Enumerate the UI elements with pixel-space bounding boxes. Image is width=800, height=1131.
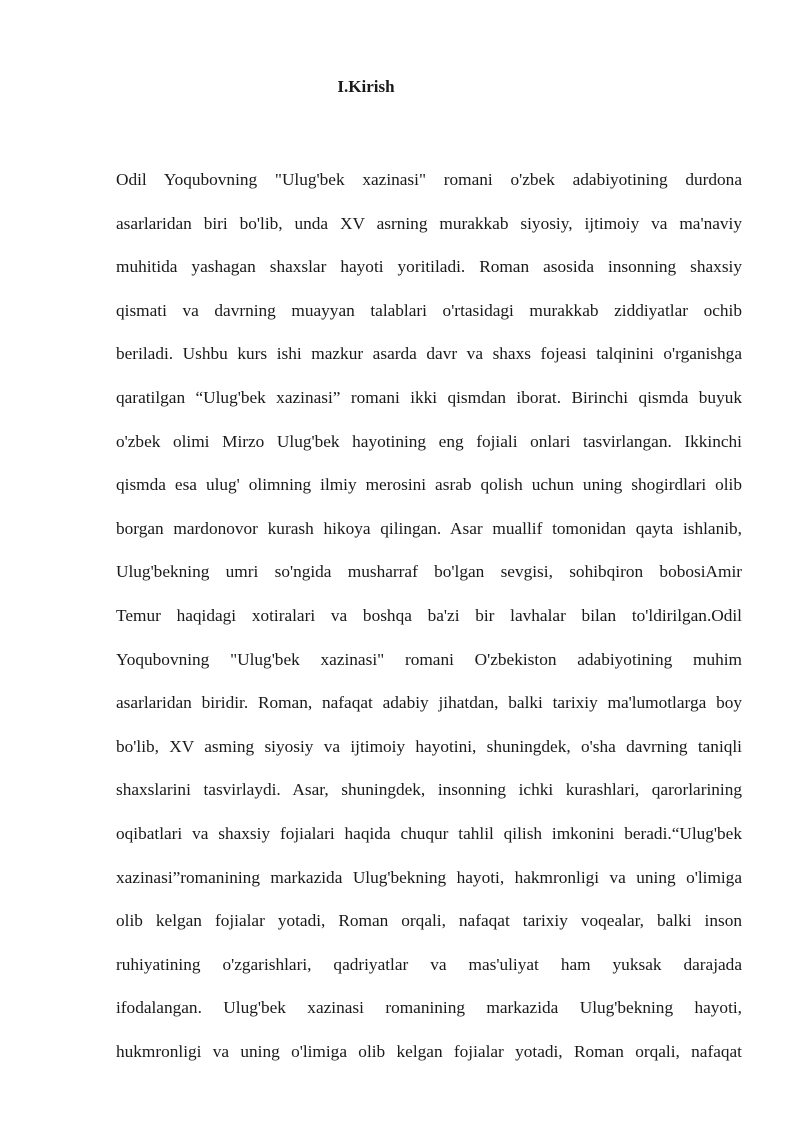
text-line: asarlaridan biridir. Roman, nafaqat adabiy jihatdan, balki tarixiy ma'lumotlarga boy bbox=[116, 693, 742, 713]
text-line: shaxslarini tasvirlaydi. Asar, shuningdek, insonning ichki kurashlari, qarorlarining bbox=[116, 780, 742, 800]
text-line: Odil Yoqubovning "Ulug'bek xazinasi" romani o'zbek adabiyotining durdona bbox=[116, 170, 742, 189]
text-line: Temur haqidagi xotiralari va boshqa ba'zi bir lavhalar bilan to'ldirilgan.Odil bbox=[116, 605, 742, 625]
text-line: beriladi. Ushbu kurs ishi mazkur asarda davr va shaxs fojeasi talqinini o'rganishga bbox=[116, 344, 742, 364]
text-line: qismati va davrning muayyan talablari o'rtasidagi murakkab ziddiyatlar ochib bbox=[116, 300, 742, 320]
text-line: Yoqubovning "Ulug'bek xazinasi" romani O'zbekiston adabiyotining muhim bbox=[116, 649, 742, 669]
text-line: qismda esa ulug' olimning ilmiy merosini asrab qolish uchun uning shogirdlari olib bbox=[116, 475, 742, 495]
section-heading: I.Kirish bbox=[337, 77, 395, 96]
text-line: olib kelgan fojialar yotadi, Roman orqali, nafaqat tarixiy voqealar, balki inson bbox=[116, 911, 742, 931]
text-line: xazinasi”romanining markazida Ulug'bekning hayoti, hakmronligi va uning o'limiga bbox=[116, 867, 742, 887]
text-line: hukmronligi va uning o'limiga olib kelgan fojialar yotadi, Roman orqali, nafaqat bbox=[116, 1041, 742, 1061]
text-line: ifodalangan. Ulug'bek xazinasi romanining markazida Ulug'bekning hayoti, bbox=[116, 998, 742, 1018]
text-line: Ulug'bekning umri so'ngida musharraf bo'lgan sevgisi, sohibqiron bobosiAmir bbox=[116, 562, 742, 582]
text-line: muhitida yashagan shaxslar hayoti yoritiladi. Roman asosida insonning shaxsiy bbox=[116, 257, 742, 277]
text-line: asarlaridan biri bo'lib, unda XV asrning murakkab siyosiy, ijtimoiy va ma'naviy bbox=[116, 213, 742, 233]
text-line: bo'lib, XV asming siyosiy va ijtimoiy hayotini, shuningdek, o'sha davrning taniqli bbox=[116, 736, 742, 756]
text-line: ruhiyatining o'zgarishlari, qadriyatlar va mas'uliyat ham yuksak darajada bbox=[116, 954, 742, 974]
body-paragraph bbox=[116, 158, 742, 1073]
text-line: oqibatlari va shaxsiy fojialari haqida chuqur tahlil qilish imkonini beradi.“Ulug'bek bbox=[116, 823, 742, 843]
text-line: qaratilgan “Ulug'bek xazinasi” romani ikki qismdan iborat. Birinchi qismda buyuk bbox=[116, 387, 742, 407]
text-line: o'zbek olimi Mirzo Ulug'bek hayotining eng fojiali onlari tasvirlangan. Ikkinchi bbox=[116, 431, 742, 451]
text-line: borgan mardonovor kurash hikoya qilingan. Asar muallif tomonidan qayta ishlanib, bbox=[116, 518, 742, 538]
